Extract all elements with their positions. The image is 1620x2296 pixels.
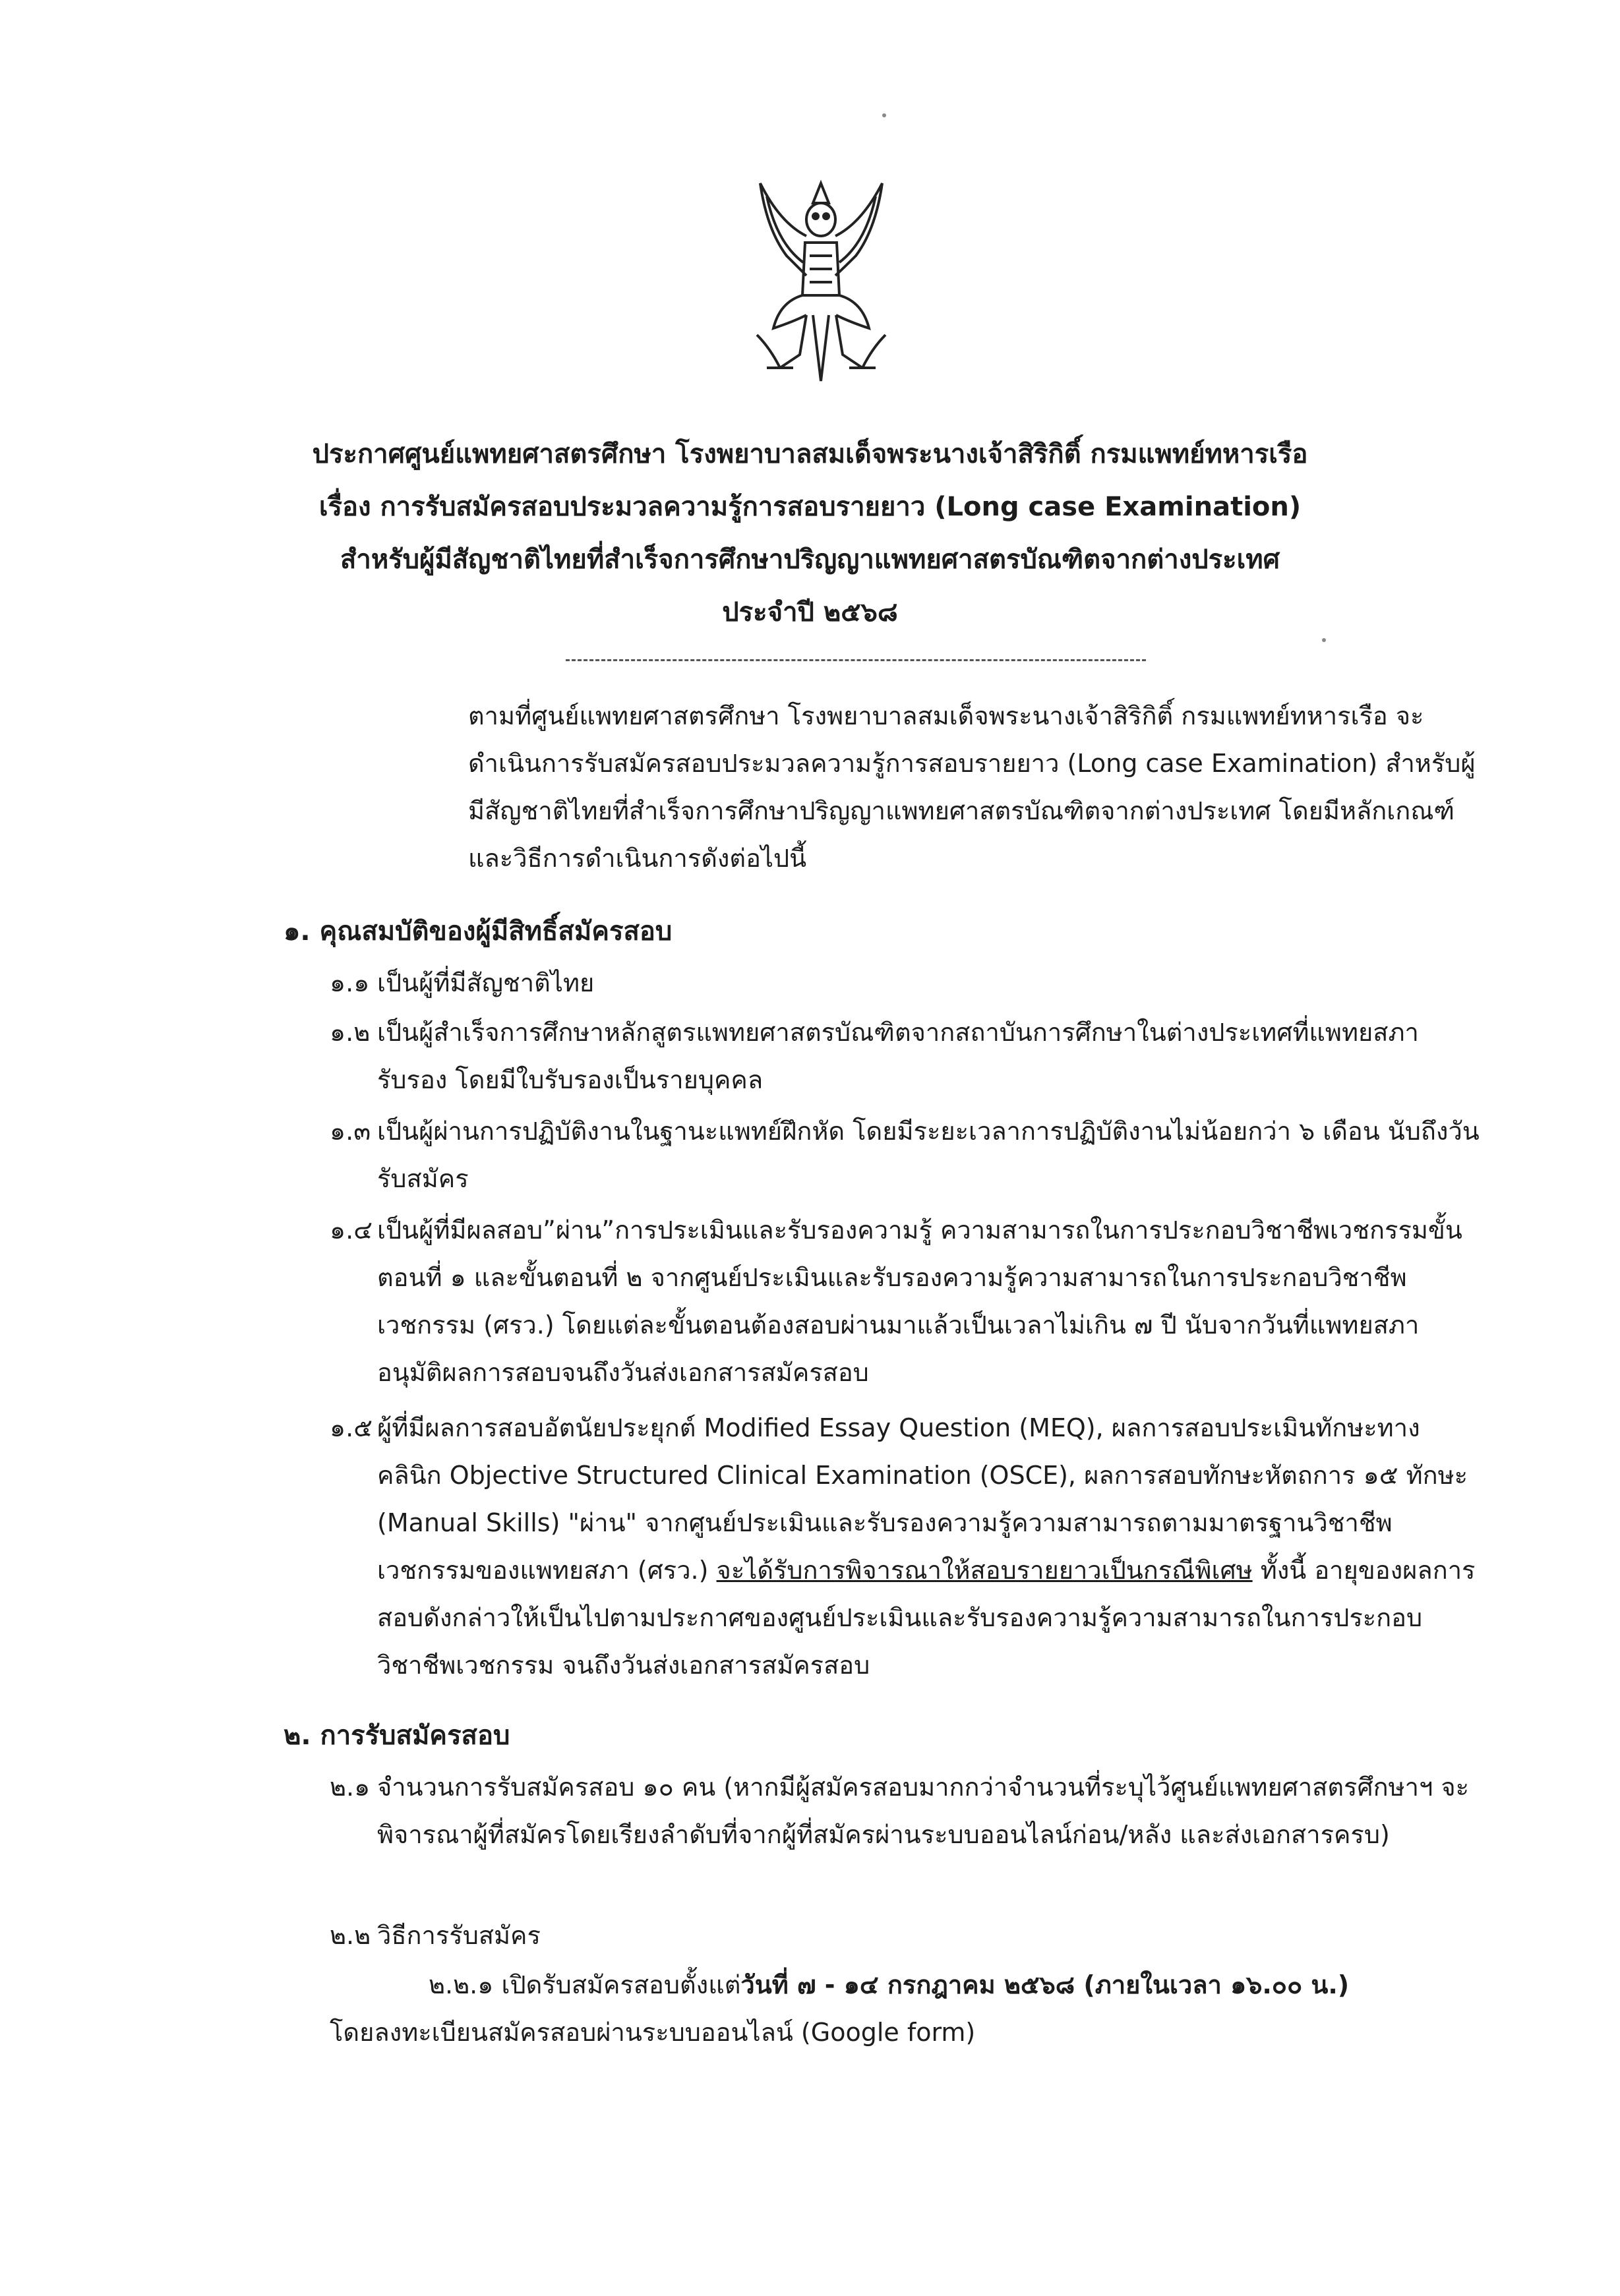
scan-speck	[882, 113, 886, 117]
sub-item-continuation: โดยลงทะเบียนสมัครสอบผ่านระบบออนไลน์ (Google form)	[330, 2018, 976, 2047]
sub-item-line	[330, 1961, 1480, 2009]
title-divider	[566, 659, 1146, 661]
item-text-part: ผู้ที่มีผลการสอบอัตนัยประยุกต์ Modified Essay Question (MEQ), ผลการสอบประเมินทักษะทางคลินิก Objective Structured Clinical Examination (OSCE), ผลการสอบทักษะหัตถการ ๑๕ ทักษะ (Manual Skills) "ผ่าน" จากศูนย์ประเมินและรับรองความรู้ความสามารถตามมาตรฐานวิชาชีพเวชกรรมของแพทยสภา (ศรว.)	[377, 1413, 1468, 1585]
sub-item-bold-date: วันที่ ๗ - ๑๔ กรกฎาคม ๒๕๖๘ (ภายในเวลา ๑๖.๐๐ น.)	[740, 1970, 1350, 1999]
item-number: ๑.๔	[330, 1216, 373, 1245]
sub-item-prefix: ๒.๒.๑ เปิดรับสมัครสอบตั้งแต่	[429, 1970, 741, 1999]
item-text: เป็นผู้สำเร็จการศึกษาหลักสูตรแพทยศาสตรบัณฑิตจากสถาบันการศึกษาในต่างประเทศที่แพทยสภารับรอง โดยมีใบรับรองเป็นรายบุคคล	[377, 1018, 1419, 1094]
item-text: เป็นผู้ผ่านการปฏิบัติงานในฐานะแพทย์ฝึกหัด โดยมีระยะเวลาการปฏิบัติงานไม่น้อยกว่า ๖ เดือน นับถึงวันรับสมัคร	[377, 1117, 1480, 1193]
item-number: ๑.๑	[330, 968, 370, 997]
item-number: ๑.๓	[330, 1117, 371, 1146]
item-number: ๒.๑	[330, 1773, 371, 1802]
intro-paragraph	[330, 692, 1480, 882]
item-number: ๑.๒	[330, 1018, 371, 1047]
item-text: จำนวนการรับสมัครสอบ ๑๐ คน (หากมีผู้สมัครสอบมากกว่าจำนวนที่ระบุไว้ศูนย์แพทยศาสตรศึกษาฯ จะพิจารณาผู้ที่สมัครโดยเรียงลำดับที่จากผู้ที่สมัครผ่านระบบออนไลน์ก่อน/หลัง และส่งเอกสารครบ)	[377, 1773, 1470, 1849]
item-text: เป็นผู้ที่มีผลสอบ”ผ่าน”การประเมินและรับรองความรู้ ความสามารถในการประกอบวิชาชีพเวชกรรมขั้นตอนที่ ๑ และขั้นตอนที่ ๒ จากศูนย์ประเมินและรับรองความรู้ความสามารถในการประกอบวิชาชีพเวชกรรม (ศรว.) โดยแต่ละขั้นตอนต้องสอบผ่านมาแล้วเป็นเวลาไม่เกิน ๗ ปี นับจากวันที่แพทยสภาอนุมัติผลการสอบจนถึงวันส่งเอกสารสมัครสอบ	[377, 1216, 1462, 1387]
scan-speck	[1322, 638, 1326, 642]
item-text: เป็นผู้ที่มีสัญชาติไทย	[377, 968, 595, 997]
item-text: วิธีการรับสมัคร	[377, 1921, 541, 1950]
title-line-1: ประกาศศูนย์แพทยศาสตรศึกษา โรงพยาบาลสมเด็จพระนางเจ้าสิริกิติ์ กรมแพทย์ทหารเรือ	[312, 439, 1308, 469]
title-line-4: ประจำปี ๒๕๖๘	[722, 597, 898, 628]
item-text-part: ทั้งนี้ อายุของผลการสอบดังกล่าวให้เป็นไปตามประกาศของศูนย์ประเมินและรับรองความรู้ความสามารถในการประกอบวิชาชีพเวชกรรม จนถึงวันส่งเอกสารสมัครสอบ	[377, 1556, 1476, 1680]
title-line-2: เรื่อง การรับสมัครสอบประมวลความรู้การสอบรายยาว (Long case Examination)	[318, 492, 1302, 522]
item-number: ๑.๕	[330, 1413, 373, 1442]
section2-heading: ๒. การรับสมัครสอบ	[284, 1721, 510, 1751]
item-text	[377, 1404, 1480, 1689]
item-number: ๒.๒	[330, 1921, 371, 1950]
title-line-3: สำหรับผู้มีสัญชาติไทยที่สำเร็จการศึกษาปริญญาแพทยศาสตรบัณฑิตจากต่างประเทศ	[340, 545, 1280, 575]
underlined-text: จะได้รับการพิจารณาให้สอบรายยาวเป็นกรณีพิเศษ	[716, 1556, 1253, 1585]
intro-text: ตามที่ศูนย์แพทยศาสตรศึกษา โรงพยาบาลสมเด็จพระนางเจ้าสิริกิติ์ กรมแพทย์ทหารเรือ จะดำเนินการรับสมัครสอบประมวลความรู้การสอบรายยาว (Long case Examination) สำหรับผู้มีสัญชาติไทยที่สำเร็จการศึกษาปริญญาแพทยศาสตรบัณฑิตจากต่างประเทศ โดยมีหลักเกณฑ์และวิธีการดำเนินการดังต่อไปนี้	[468, 701, 1476, 873]
sub-item	[330, 1961, 1480, 2056]
garuda-emblem-icon	[740, 170, 902, 388]
section1-heading: ๑. คุณสมบัติของผู้มีสิทธิ์สมัครสอบ	[284, 916, 673, 947]
